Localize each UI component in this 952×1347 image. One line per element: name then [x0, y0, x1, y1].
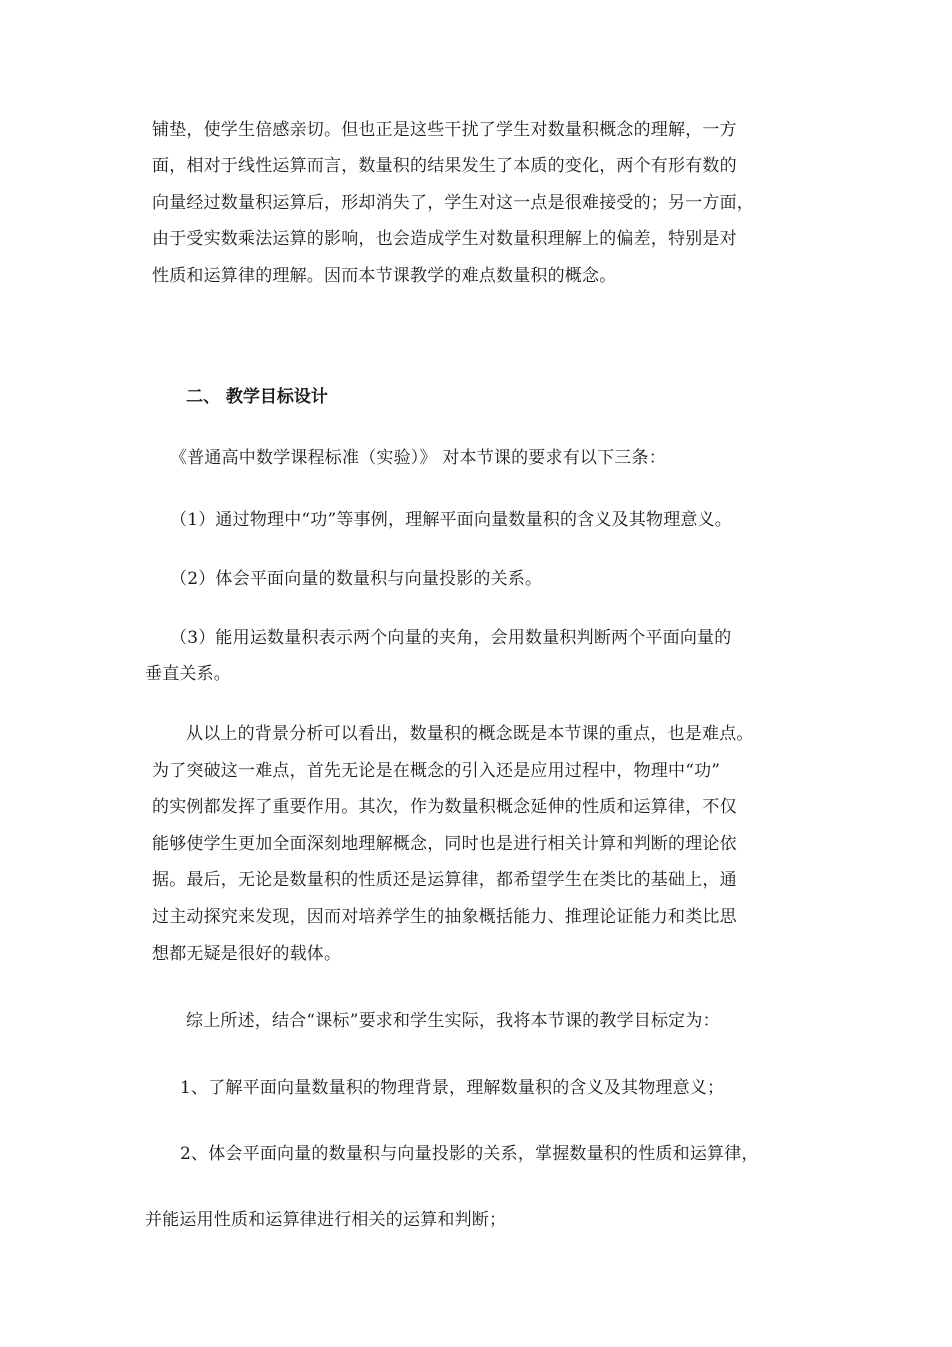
standard-intro: 《普通高中数学课程标准（实验）》 对本节课的要求有以下三条： — [170, 448, 666, 468]
goal-1: 1、了解平面向量数量积的物理背景，理解数量积的含义及其物理意义； — [180, 1078, 725, 1098]
requirement-2: （2）体会平面向量的数量积与向量投影的关系。 — [170, 569, 543, 589]
para2-line-4: 能够使学生更加全面深刻地理解概念，同时也是进行相关计算和判断的理论依 — [152, 834, 737, 854]
para1-line-4: 由于受实数乘法运算的影响，也会造成学生对数量积理解上的偏差，特别是对 — [152, 229, 737, 249]
requirement-3-line-1: （3）能用运数量积表示两个向量的夹角，会用数量积判断两个平面向量的 — [170, 628, 732, 648]
para1-line-3: 向量经过数量积运算后，形却消失了，学生对这一点是很难接受的；另一方面， — [152, 193, 754, 213]
goal-2-line-2: 并能运用性质和运算律进行相关的运算和判断； — [145, 1210, 507, 1230]
goal-2-line-1: 2、体会平面向量的数量积与向量投影的关系，掌握数量积的性质和运算律， — [180, 1144, 759, 1164]
para2-line-3: 的实例都发挥了重要作用。其次，作为数量积概念延伸的性质和运算律，不仅 — [152, 797, 737, 817]
para2-line-6: 过主动探究来发现，因而对培养学生的抽象概括能力、推理论证能力和类比思 — [152, 907, 737, 927]
requirement-1: （1）通过物理中“功”等事例，理解平面向量数量积的含义及其物理意义。 — [170, 510, 732, 530]
summary-line: 综上所述，结合“课标”要求和学生实际，我将本节课的教学目标定为： — [186, 1011, 720, 1031]
para2-line-7: 想都无疑是很好的载体。 — [152, 944, 342, 964]
requirement-3-line-2: 垂直关系。 — [145, 664, 231, 684]
para1-line-5: 性质和运算律的理解。因而本节课教学的难点数量积的概念。 — [152, 266, 617, 286]
para2-line-2: 为了突破这一难点，首先无论是在概念的引入还是应用过程中，物理中“功” — [152, 761, 721, 781]
para1-line-1: 铺垫，使学生倍感亲切。但也正是这些干扰了学生对数量积概念的理解，一方 — [152, 120, 737, 140]
para1-line-2: 面，相对于线性运算而言，数量积的结果发生了本质的变化，两个有形有数的 — [152, 156, 737, 176]
para2-line-5: 据。最后，无论是数量积的性质还是运算律，都希望学生在类比的基础上，通 — [152, 870, 737, 890]
section-heading: 二、 教学目标设计 — [186, 387, 328, 407]
para2-line-1: 从以上的背景分析可以看出，数量积的概念既是本节课的重点，也是难点。 — [186, 724, 754, 744]
